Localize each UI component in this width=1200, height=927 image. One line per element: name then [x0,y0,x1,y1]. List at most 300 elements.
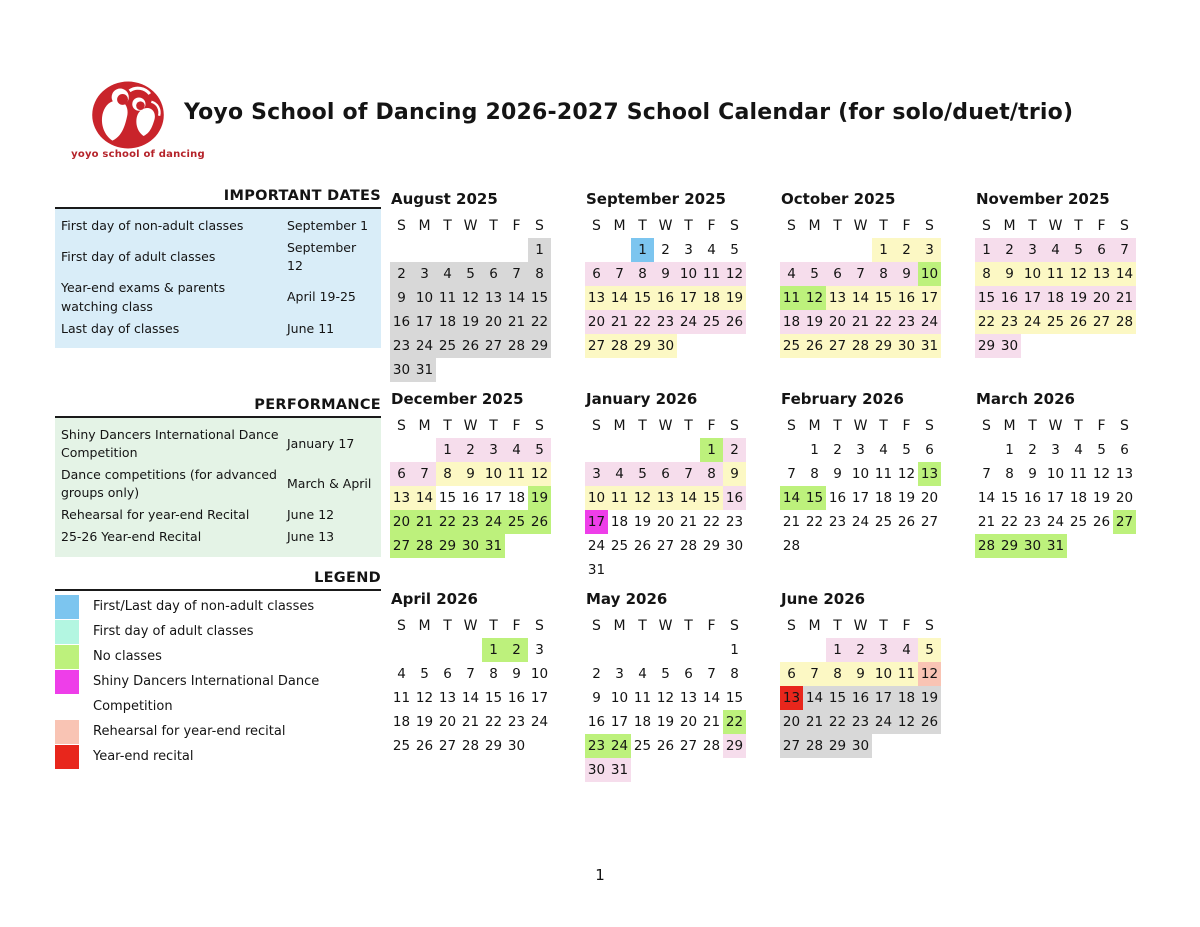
week-row [780,638,941,662]
weekday-header-cell: M [803,213,826,238]
day-cell: 4 [895,638,918,662]
day-cell: 24 [530,714,549,730]
day-cell: 13 [918,462,941,486]
week-row [780,486,941,510]
performance-row [61,424,373,464]
day-cell: 31 [587,562,606,578]
day-cell: 2 [505,638,528,662]
day-cell: 14 [803,686,826,710]
day-cell: 9 [1028,466,1037,482]
month-calendar [390,186,554,386]
day-cell: 6 [925,442,934,458]
important-dates-header: IMPORTANT DATES [55,188,381,209]
month-calendar [975,386,1139,586]
weekday-header-cell: S [918,213,941,238]
weekday-header-cell: T [631,413,654,438]
legend-item [55,744,381,769]
date-label: Shiny Dancers International Dance Competition [61,426,279,460]
week-row [975,486,1136,510]
month-title: October 2025 [781,190,896,208]
weekday-header-cell: F [700,213,723,238]
day-cell: 9 [895,262,918,286]
legend-label: First/Last day of non-adult classes [93,598,315,614]
weekday-header-row [780,613,941,638]
day-cell: 20 [482,310,505,334]
day-cell: 3 [1051,442,1060,458]
date-label: First day of adult classes [61,249,216,265]
day-cell: 21 [608,310,631,334]
day-cell: 18 [1069,490,1088,506]
day-cell: 7 [982,466,991,482]
week-row [780,734,941,758]
performance-box [55,418,381,557]
week-row [585,310,746,334]
empty-cell [780,638,803,662]
day-cell: 9 [654,262,677,286]
week-row [390,238,551,262]
day-cell: 14 [608,286,631,310]
empty-cell [631,438,654,462]
day-cell: 27 [826,334,849,358]
weekday-header-cell: F [895,613,918,638]
day-cell: 12 [895,710,918,734]
weekday-header-cell: S [528,213,551,238]
empty-cell [631,638,654,662]
weekday-header-cell: F [505,613,528,638]
day-cell: 30 [849,734,872,758]
day-cell: 11 [1044,262,1067,286]
day-cell: 22 [826,710,849,734]
weekday-header-cell: S [723,213,746,238]
weekday-header-row [975,213,1136,238]
day-cell: 4 [608,462,631,486]
day-cell: 1 [810,442,819,458]
day-cell: 7 [849,262,872,286]
day-cell: 27 [920,514,939,530]
week-row [390,486,551,510]
day-cell: 8 [872,262,895,286]
day-cell: 10 [585,486,608,510]
day-cell: 7 [413,462,436,486]
empty-cell [413,638,436,662]
day-cell: 21 [849,310,872,334]
day-cell: 26 [415,738,434,754]
day-cell: 2 [833,442,842,458]
weekday-header-cell: T [677,613,700,638]
day-cell: 11 [505,462,528,486]
day-cell: 17 [484,490,503,506]
day-cell: 16 [849,686,872,710]
weekday-header-cell: T [1021,413,1044,438]
weekday-header-row [780,413,941,438]
day-cell: 15 [725,690,744,706]
legend-header: LEGEND [55,570,381,591]
day-cell: 7 [803,662,826,686]
day-cell: 14 [702,690,721,706]
week-row [585,262,746,286]
weekday-header-cell: T [482,213,505,238]
day-cell: 22 [975,310,998,334]
day-cell: 21 [977,514,996,530]
day-cell: 26 [918,710,941,734]
day-cell: 23 [654,310,677,334]
day-cell: 3 [1021,238,1044,262]
weekday-header-cell: S [528,613,551,638]
weekday-header-row [585,613,746,638]
day-cell: 2 [459,438,482,462]
month-grid [780,613,941,758]
day-cell: 10 [1021,262,1044,286]
weekday-header-cell: W [849,613,872,638]
weekday-header-cell: W [1044,213,1067,238]
day-cell: 19 [897,490,916,506]
day-cell: 10 [482,462,505,486]
day-cell: 12 [631,486,654,510]
day-cell: 11 [700,262,723,286]
day-cell: 13 [780,686,803,710]
day-cell: 18 [700,286,723,310]
performance-row [61,464,373,504]
performance-row [61,504,373,526]
week-row [975,510,1136,534]
day-cell: 27 [780,734,803,758]
weekday-header-cell: M [608,413,631,438]
day-cell: 14 [849,286,872,310]
day-cell: 29 [528,334,551,358]
day-cell: 6 [443,666,452,682]
empty-cell [459,638,482,662]
weekday-header-cell: T [436,213,459,238]
day-cell: 16 [390,310,413,334]
week-row [780,510,941,534]
weekday-header-cell: T [631,213,654,238]
month-calendar [780,386,944,586]
day-cell: 23 [585,734,608,758]
important-row [61,237,373,277]
week-row [390,262,551,286]
month-calendar [585,386,749,586]
day-cell: 20 [1090,286,1113,310]
empty-cell [413,238,436,262]
day-cell: 4 [780,262,803,286]
week-row [780,438,941,462]
day-cell: 25 [610,538,629,554]
day-cell: 11 [608,486,631,510]
week-row [585,558,746,582]
day-cell: 30 [390,358,413,382]
date-value: June 13 [287,529,335,545]
day-cell: 12 [723,262,746,286]
day-cell: 25 [505,510,528,534]
day-cell: 13 [438,690,457,706]
day-cell: 20 [390,510,413,534]
day-cell: 4 [1044,238,1067,262]
day-cell: 1 [631,238,654,262]
day-cell: 18 [633,714,652,730]
week-row [390,710,551,734]
day-cell: 1 [826,638,849,662]
day-cell: 21 [461,714,480,730]
week-row [390,734,551,758]
legend-item [55,669,381,719]
day-cell: 22 [723,710,746,734]
empty-cell [585,638,608,662]
day-cell: 17 [677,286,700,310]
day-cell: 25 [1069,514,1088,530]
weekday-header-cell: S [528,413,551,438]
day-cell: 11 [1069,466,1088,482]
weekday-header-cell: S [723,413,746,438]
day-cell: 13 [826,286,849,310]
magenta-legend-swatch [55,670,79,694]
weekday-header-cell: F [895,213,918,238]
week-row [975,462,1136,486]
day-cell: 25 [1044,310,1067,334]
day-cell: 31 [413,358,436,382]
week-row [585,734,746,758]
day-cell: 16 [507,690,526,706]
month-grid [975,213,1136,358]
day-cell: 15 [872,286,895,310]
weekday-header-cell: T [677,213,700,238]
month-calendar [585,586,749,782]
day-cell: 12 [656,690,675,706]
day-cell: 2 [723,438,746,462]
weekday-header-cell: M [998,213,1021,238]
week-row [975,310,1136,334]
day-cell: 28 [975,534,998,558]
day-cell: 1 [730,642,739,658]
day-cell: 22 [484,714,503,730]
day-cell: 21 [413,510,436,534]
day-cell: 8 [810,466,819,482]
weekday-header-cell: T [482,613,505,638]
legend-item [55,644,381,669]
week-row [390,638,551,662]
empty-cell [608,438,631,462]
day-cell: 27 [679,738,698,754]
day-cell: 23 [725,514,744,530]
day-cell: 27 [1090,310,1113,334]
week-row [780,534,941,558]
month-calendar [780,186,944,386]
day-cell: 8 [489,666,498,682]
weekday-header-cell: M [413,613,436,638]
day-cell: 29 [484,738,503,754]
blue-legend-swatch [55,595,79,619]
weekday-header-cell: W [654,413,677,438]
day-cell: 10 [872,662,895,686]
day-cell: 18 [1044,286,1067,310]
day-cell: 31 [608,758,631,782]
day-cell: 23 [390,334,413,358]
day-cell: 8 [730,666,739,682]
day-cell: 1 [436,438,459,462]
week-row [585,286,746,310]
day-cell: 14 [505,286,528,310]
day-cell: 19 [633,514,652,530]
weekday-header-cell: T [872,613,895,638]
empty-cell [780,438,803,462]
day-cell: 8 [1005,466,1014,482]
day-cell: 4 [505,438,528,462]
day-cell: 4 [397,666,406,682]
day-cell: 13 [585,286,608,310]
weekday-header-cell: W [654,213,677,238]
day-cell: 2 [998,238,1021,262]
page-number: 1 [595,866,605,884]
weekday-header-cell: M [803,613,826,638]
week-row [585,710,746,734]
day-cell: 11 [895,662,918,686]
day-cell: 27 [1113,510,1136,534]
day-cell: 5 [902,442,911,458]
day-cell: 14 [780,486,803,510]
month-title: June 2026 [781,590,866,608]
day-cell: 16 [1023,490,1042,506]
day-cell: 20 [920,490,939,506]
day-cell: 31 [918,334,941,358]
weekday-header-cell: S [780,213,803,238]
day-cell: 16 [828,490,847,506]
empty-cell [436,638,459,662]
weekday-header-cell: M [413,213,436,238]
day-cell: 24 [872,710,895,734]
month-title: April 2026 [391,590,478,608]
day-cell: 18 [610,514,629,530]
day-cell: 23 [828,514,847,530]
school-logo-icon [88,80,168,150]
weekday-header-cell: S [585,213,608,238]
legend-item [55,594,381,619]
day-cell: 21 [782,514,801,530]
empty-cell [390,438,413,462]
day-cell: 9 [723,462,746,486]
day-cell: 21 [505,310,528,334]
weekday-header-cell: M [608,213,631,238]
day-cell: 14 [413,486,436,510]
legend-label: Year-end recital [93,748,194,764]
date-label: Year-end exams & parents watching class [61,280,226,314]
day-cell: 25 [392,738,411,754]
day-cell: 26 [1092,514,1111,530]
day-cell: 27 [482,334,505,358]
day-cell: 2 [895,238,918,262]
day-cell: 7 [707,666,716,682]
weekday-header-cell: W [849,213,872,238]
day-cell: 9 [512,666,521,682]
weekday-header-cell: W [459,613,482,638]
day-cell: 6 [654,462,677,486]
empty-cell [826,238,849,262]
day-cell: 23 [459,510,482,534]
day-cell: 12 [528,462,551,486]
day-cell: 27 [656,538,675,554]
week-row [780,710,941,734]
legend-label: Rehearsal for year-end recital [93,723,286,739]
day-cell: 17 [413,310,436,334]
date-label: Rehearsal for year-end Recital [61,507,250,523]
month-calendar [975,186,1139,386]
performance-header: PERFORMANCE [55,397,381,418]
day-cell: 30 [1021,534,1044,558]
day-cell: 29 [702,538,721,554]
day-cell: 6 [826,262,849,286]
week-row [780,286,941,310]
empty-cell [413,438,436,462]
weekday-header-cell: W [654,613,677,638]
weekday-header-row [390,413,551,438]
month-grid [780,413,941,558]
day-cell: 13 [1090,262,1113,286]
day-cell: 1 [872,238,895,262]
day-cell: 30 [507,738,526,754]
week-row [585,662,746,686]
day-cell: 6 [482,262,505,286]
day-cell: 27 [438,738,457,754]
day-cell: 4 [707,242,716,258]
day-cell: 24 [587,538,606,554]
day-cell: 2 [390,262,413,286]
month-grid [390,613,551,758]
day-cell: 20 [679,714,698,730]
day-cell: 20 [585,310,608,334]
week-row [390,310,551,334]
week-row [585,758,746,782]
weekday-header-cell: T [436,413,459,438]
day-cell: 24 [918,310,941,334]
day-cell: 28 [505,334,528,358]
day-cell: 28 [702,738,721,754]
day-cell: 24 [1046,514,1065,530]
day-cell: 1 [700,438,723,462]
month-calendar [390,586,554,782]
day-cell: 26 [528,510,551,534]
day-cell: 1 [482,638,505,662]
week-row [780,238,941,262]
day-cell: 8 [700,462,723,486]
day-cell: 16 [654,286,677,310]
day-cell: 20 [438,714,457,730]
week-row [390,358,551,382]
week-row [585,534,746,558]
day-cell: 18 [874,490,893,506]
weekday-header-cell: T [1021,213,1044,238]
day-cell: 11 [780,286,803,310]
day-cell: 28 [1113,310,1136,334]
day-cell: 2 [661,242,670,258]
day-cell: 8 [975,262,998,286]
day-cell: 5 [631,462,654,486]
day-cell: 19 [528,486,551,510]
weekday-header-cell: S [780,613,803,638]
day-cell: 25 [633,738,652,754]
day-cell: 15 [1000,490,1019,506]
empty-cell [654,638,677,662]
salmon-legend-swatch [55,720,79,744]
month-grid [585,213,746,358]
week-row [585,686,746,710]
day-cell: 12 [459,286,482,310]
week-row [780,334,941,358]
legend-label: Shiny Dancers International Dance Competition [93,673,320,714]
day-cell: 19 [1067,286,1090,310]
week-row [585,510,746,534]
weekday-header-cell: S [780,413,803,438]
weekday-header-cell: T [826,613,849,638]
day-cell: 15 [631,286,654,310]
empty-cell [390,638,413,662]
